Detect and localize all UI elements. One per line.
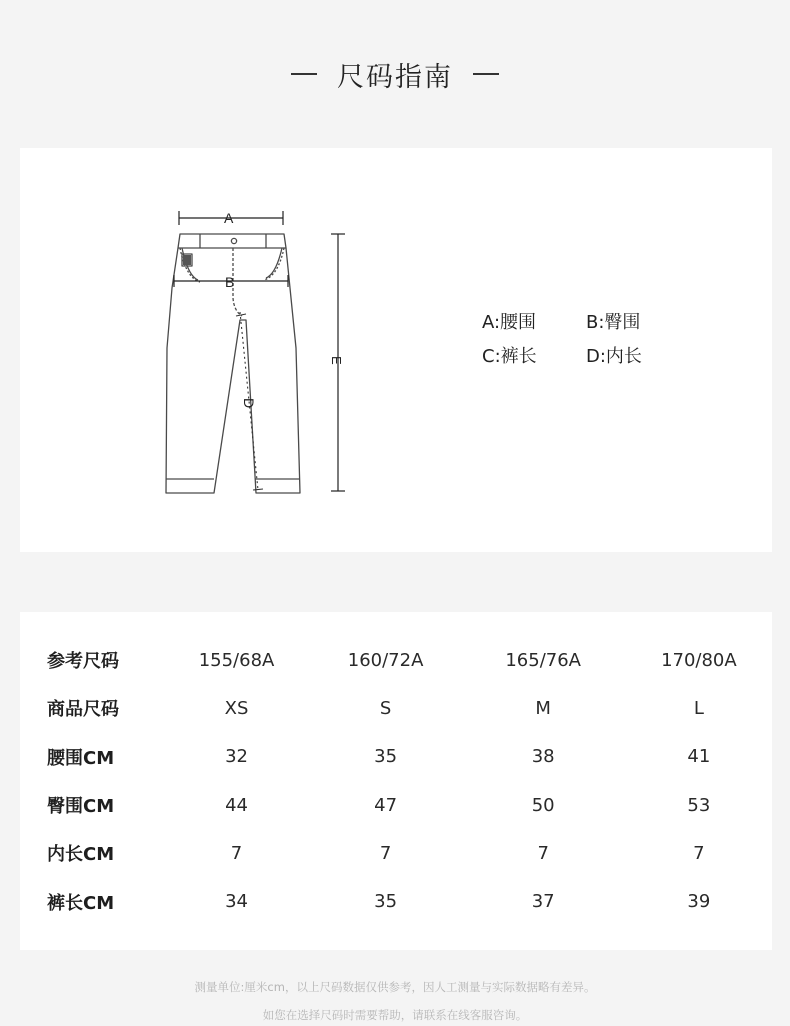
table-cell: 38 bbox=[531, 746, 555, 768]
label-b: B bbox=[225, 274, 235, 290]
size-diagram-card bbox=[20, 148, 772, 552]
title-row bbox=[0, 52, 790, 96]
table-cell: 160/72A bbox=[347, 649, 424, 671]
row-label: 臀围CM bbox=[47, 796, 115, 818]
table-cell: 7 bbox=[379, 842, 392, 864]
pants-button bbox=[231, 238, 236, 243]
row-label: 参考尺码 bbox=[47, 651, 119, 673]
table-row bbox=[20, 877, 772, 925]
label-e: E bbox=[329, 356, 344, 365]
table-cell: XS bbox=[224, 697, 249, 719]
table-cell: M bbox=[535, 697, 551, 719]
size-table-body bbox=[20, 636, 772, 926]
legend-waist: A:腰围 bbox=[482, 312, 537, 333]
table-row bbox=[20, 781, 772, 829]
table-cell: 34 bbox=[225, 891, 248, 913]
row-label: 裤长CM bbox=[47, 892, 115, 914]
row-label: 内长CM bbox=[47, 844, 115, 866]
table-cell: 37 bbox=[531, 891, 555, 913]
table-cell: 35 bbox=[374, 746, 398, 768]
table-cell: 41 bbox=[687, 746, 711, 768]
measurement-legend bbox=[482, 304, 690, 372]
legend-hip: B:臀围 bbox=[586, 312, 641, 333]
legend-inseam: D:内长 bbox=[586, 346, 642, 367]
table-cell: 155/68A bbox=[198, 649, 275, 671]
table-cell: 170/80A bbox=[661, 649, 737, 671]
row-label: 腰围CM bbox=[47, 747, 115, 769]
table-cell: S bbox=[379, 697, 392, 719]
table-cell: 32 bbox=[225, 746, 248, 768]
table-cell: L bbox=[693, 697, 704, 719]
table-row bbox=[20, 733, 772, 781]
size-table bbox=[20, 636, 772, 926]
title-left-dash bbox=[291, 73, 317, 75]
table-cell: 7 bbox=[537, 842, 549, 864]
legend-length: C:裤长 bbox=[482, 346, 537, 367]
measurement-note: 测量单位:厘米cm，以上尺码数据仅供参考，因人工测量与实际数据略有差异。 bbox=[194, 980, 596, 994]
table-cell: 47 bbox=[374, 794, 398, 816]
page-title: 尺码指南 bbox=[337, 61, 453, 93]
label-d: D bbox=[241, 398, 257, 409]
title-right-dash bbox=[473, 73, 499, 75]
table-cell: 7 bbox=[230, 842, 243, 864]
legend-row bbox=[482, 304, 690, 338]
table-cell: 44 bbox=[225, 794, 248, 816]
table-cell: 7 bbox=[693, 842, 705, 864]
row-label: 商品尺码 bbox=[47, 699, 119, 721]
table-row bbox=[20, 636, 772, 684]
help-note: 如您在选择尺码时需要帮助，请联系在线客服咨询。 bbox=[262, 1008, 528, 1022]
table-row bbox=[20, 684, 772, 732]
size-table-card bbox=[20, 612, 772, 950]
table-cell: 165/76A bbox=[505, 649, 581, 671]
table-cell: 39 bbox=[687, 891, 711, 913]
table-cell: 50 bbox=[531, 794, 555, 816]
table-cell: 35 bbox=[374, 891, 398, 913]
legend-row bbox=[482, 338, 690, 372]
table-cell: 53 bbox=[687, 794, 711, 816]
label-a: A bbox=[224, 210, 234, 226]
table-row bbox=[20, 829, 772, 877]
